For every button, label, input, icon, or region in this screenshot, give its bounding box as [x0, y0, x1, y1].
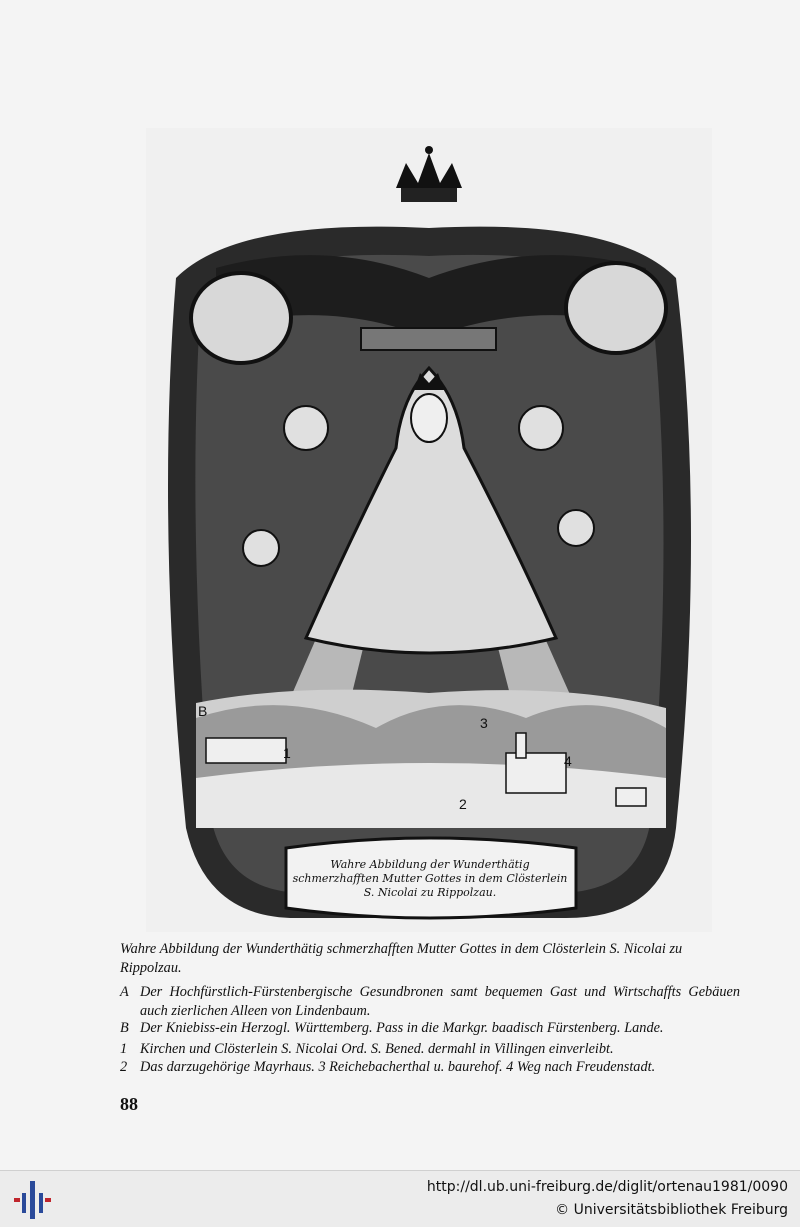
legend-item [120, 1040, 740, 1059]
legend-key: B [120, 1020, 129, 1036]
page-number: 88 [120, 1094, 138, 1114]
engraving-image [146, 128, 712, 932]
legend-key: 1 [120, 1041, 128, 1057]
legend-text: Der Hochfürstlich-Fürstenbergische Gesundbronen samt bequemen Gast und Wirtschaffts Gebäuen auch zierlichen Alleen von Lindenbaum. [140, 984, 740, 1019]
marker-2: 2 [459, 796, 467, 812]
legend-item [120, 1019, 740, 1038]
cartouche-inscription [290, 858, 570, 900]
copyright-notice: © Universitätsbibliothek Freiburg [555, 1202, 788, 1218]
engraving-illustration [146, 128, 712, 932]
cartouche-line: schmerzhafften Mutter Gottes in dem Clösterlein [292, 872, 568, 885]
caption-title: Wahre Abbildung der Wunderthätig schmerzhafften Mutter Gottes in dem Clösterlein S. Nicolai zu Rippolzau. [120, 941, 683, 976]
legend-key: 2 [120, 1059, 128, 1075]
library-logo-icon [12, 1179, 52, 1221]
cartouche-line: Wahre Abbildung der Wunderthätig [330, 858, 530, 871]
permalink-link[interactable]: http://dl.ub.uni-freiburg.de/diglit/ortenau1981/0090 [426, 1179, 788, 1195]
legend-text: Der Kniebiss-ein Herzogl. Württemberg. Pass in die Markgr. baadisch Fürstenberg. Lande. [140, 1020, 664, 1036]
viewer-footer [0, 1170, 800, 1227]
marker-1: 1 [283, 745, 291, 761]
marker-b: B [198, 703, 208, 719]
legend-item [120, 1058, 740, 1077]
legend-text: Das darzugehörige Mayrhaus. 3 Reichebacherthal u. baurehof. 4 Weg nach Freudenstadt. [140, 1059, 656, 1075]
image-caption [120, 940, 740, 978]
legend-key: A [120, 984, 129, 1000]
marker-3: 3 [480, 715, 488, 731]
legend-text: Kirchen und Clösterlein S. Nicolai Ord. S. Bened. dermahl in Villingen einverleibt. [140, 1041, 614, 1057]
marker-4: 4 [564, 753, 572, 769]
cartouche-line: S. Nicolai zu Rippolzau. [363, 886, 497, 899]
legend-item [120, 983, 740, 1021]
